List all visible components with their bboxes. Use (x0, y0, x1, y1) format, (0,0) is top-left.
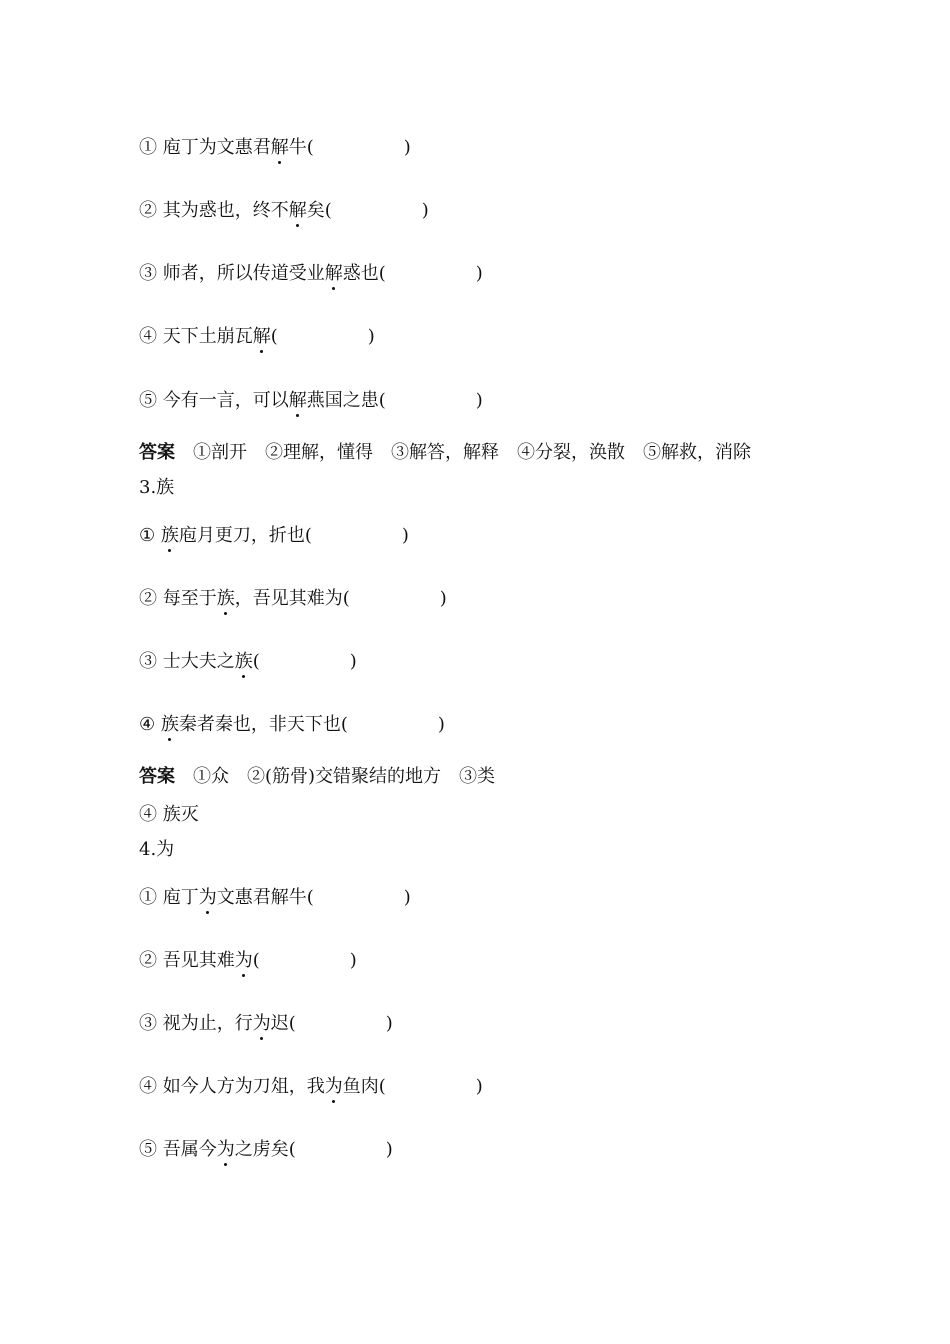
answer-label: 答案 (139, 442, 175, 463)
emphasis-char: 族 (160, 714, 179, 735)
answer-line (139, 765, 495, 789)
answer-text: ①众 ②(筋骨)交错聚结的地方 ③类 (193, 766, 496, 787)
question-item: ① 族庖月更刀，折也( ) (139, 525, 409, 546)
emphasis-char: 为 (234, 950, 253, 971)
emphasis-char: 为 (216, 1139, 235, 1160)
question-item: ③ 士大夫之族( ) (139, 651, 357, 672)
question-item: ② 其为惑也，终不解矣( ) (139, 200, 429, 221)
emphasis-char: 解 (288, 390, 307, 411)
question-item: ④ 族秦者秦也，非天下也( ) (139, 714, 445, 735)
section-heading: 3.族 (139, 477, 175, 498)
emphasis-char: 族 (234, 651, 253, 672)
emphasis-char: 族 (216, 588, 235, 609)
question-item: ③ 师者，所以传道受业解惑也( ) (139, 263, 483, 284)
emphasis-char: 解 (270, 137, 289, 158)
answer-text: ①剖开 ②理解，懂得 ③解答，解释 ④分裂，涣散 ⑤解救，消除 (193, 442, 751, 463)
answer-text-continued: ④ 族灭 (139, 804, 199, 825)
question-item: ③ 视为止，行为迟( ) (139, 1013, 393, 1034)
section-heading: 4.为 (139, 839, 175, 860)
emphasis-char: 解 (324, 263, 343, 284)
question-item: ⑤ 吾属今为之虏矣( ) (139, 1139, 393, 1160)
question-item: ① 庖丁为文惠君解牛( ) (139, 887, 411, 908)
answer-label: 答案 (139, 766, 175, 787)
emphasis-char: 族 (160, 525, 179, 546)
emphasis-char: 为 (324, 1076, 343, 1097)
question-item: ⑤ 今有一言，可以解燕国之患( ) (139, 390, 483, 411)
question-item: ① 庖丁为文惠君解牛( ) (139, 137, 411, 158)
emphasis-char: 为 (252, 1013, 271, 1034)
question-item: ④ 天下土崩瓦解( ) (139, 326, 375, 347)
emphasis-char: 为 (198, 887, 217, 908)
answer-line (139, 441, 751, 465)
question-item: ② 每至于族，吾见其难为( ) (139, 588, 447, 609)
question-item: ④ 如今人方为刀俎，我为鱼肉( ) (139, 1076, 483, 1097)
question-item: ② 吾见其难为( ) (139, 950, 357, 971)
emphasis-char: 解 (288, 200, 307, 221)
emphasis-char: 解 (252, 326, 271, 347)
